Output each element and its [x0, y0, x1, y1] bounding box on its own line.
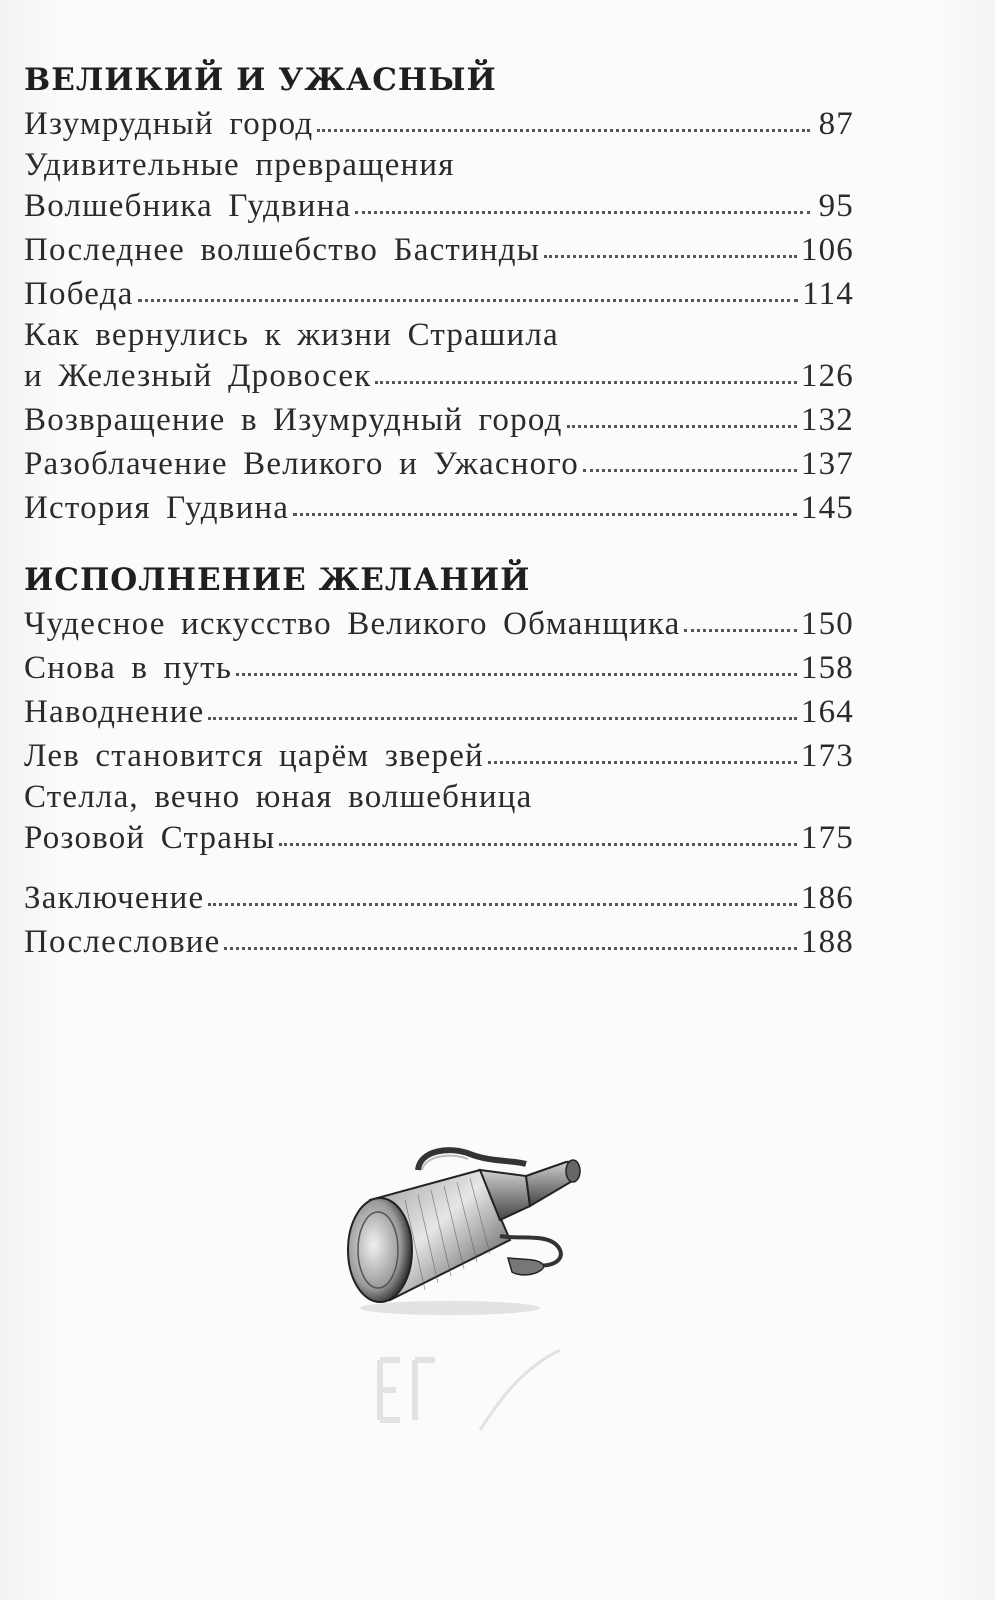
toc-entry[interactable] [24, 442, 854, 486]
toc-entry[interactable] [24, 398, 854, 442]
dot-leader [544, 255, 797, 258]
entry-title-line1: Удивительные превращения [24, 147, 455, 183]
toc-entry[interactable] [24, 102, 854, 146]
page-number: 158 [800, 650, 854, 686]
toc-entry[interactable] [24, 646, 854, 690]
dot-leader [567, 425, 797, 428]
dot-leader [583, 469, 797, 472]
table-of-contents [24, 58, 854, 964]
page-number: 150 [800, 606, 854, 642]
dot-leader [684, 629, 796, 632]
section-title: ИСПОЛНЕНИЕ ЖЕЛАНИЙ [24, 562, 531, 598]
dot-leader [208, 903, 797, 906]
toc-entry[interactable] [24, 778, 854, 860]
dot-leader [488, 761, 797, 764]
entry-title: Последнее волшебство Бастинды [24, 232, 541, 268]
toc-entry[interactable] [24, 734, 854, 778]
entry-title: Снова в путь [24, 650, 233, 686]
toc-entry[interactable] [24, 876, 854, 920]
entry-title: Разоблачение Великого и Ужасного [24, 446, 579, 482]
entry-title: Розовой Страны [24, 820, 276, 856]
dot-leader [293, 513, 797, 516]
entry-title: Наводнение [24, 694, 205, 730]
entry-title: и Железный Дровосек [24, 358, 372, 394]
toc-entry[interactable] [24, 272, 854, 316]
dot-leader [208, 717, 796, 720]
toc-entry[interactable] [24, 316, 854, 398]
page-number: 137 [800, 446, 854, 482]
page-number: 114 [802, 276, 854, 312]
toc-entry[interactable] [24, 602, 854, 646]
entry-title: Чудесное искусство Великого Обманщика [24, 606, 681, 642]
toc-entry[interactable] [24, 146, 854, 228]
page-number: 126 [800, 358, 854, 394]
page-number: 164 [800, 694, 854, 730]
dot-leader [224, 947, 796, 950]
entry-title: Изумрудный город [24, 106, 314, 142]
page-number: 95 [818, 188, 854, 224]
dot-leader [317, 129, 810, 132]
dot-leader [138, 299, 799, 302]
page-number: 145 [800, 490, 854, 526]
entry-title-line1: Как вернулись к жизни Страшила [24, 317, 559, 353]
toc-entry[interactable] [24, 486, 854, 530]
section-title: ВЕЛИКИЙ И УЖАСНЫЙ [24, 62, 497, 98]
toc-entry[interactable] [24, 690, 854, 734]
toc-entry[interactable] [24, 920, 854, 964]
dot-leader [279, 843, 797, 846]
entry-title: Победа [24, 276, 134, 312]
page-number: 106 [800, 232, 854, 268]
page-number: 186 [800, 880, 854, 916]
section-spacer [24, 530, 854, 558]
dot-leader [236, 673, 797, 676]
entry-spacer [24, 860, 854, 876]
entry-title-line1: Стелла, вечно юная волшебница [24, 779, 533, 815]
entry-title: Заключение [24, 880, 205, 916]
entry-title: Послесловие [24, 924, 221, 960]
entry-title: Лев становится царём зверей [24, 738, 484, 774]
entry-title: История Гудвина [24, 490, 290, 526]
page-number: 175 [800, 820, 854, 856]
bleed-through-mark [360, 1340, 580, 1440]
entry-title: Возвращение в Изумрудный город [24, 402, 563, 438]
entry-title: Волшебника Гудвина [24, 188, 352, 224]
dot-leader [355, 211, 810, 214]
page-number: 87 [818, 106, 854, 142]
page-number: 188 [800, 924, 854, 960]
toc-entry[interactable] [24, 228, 854, 272]
oil-can-icon [330, 1140, 600, 1320]
page-number: 132 [800, 402, 854, 438]
page-number: 173 [800, 738, 854, 774]
dot-leader [375, 381, 796, 384]
